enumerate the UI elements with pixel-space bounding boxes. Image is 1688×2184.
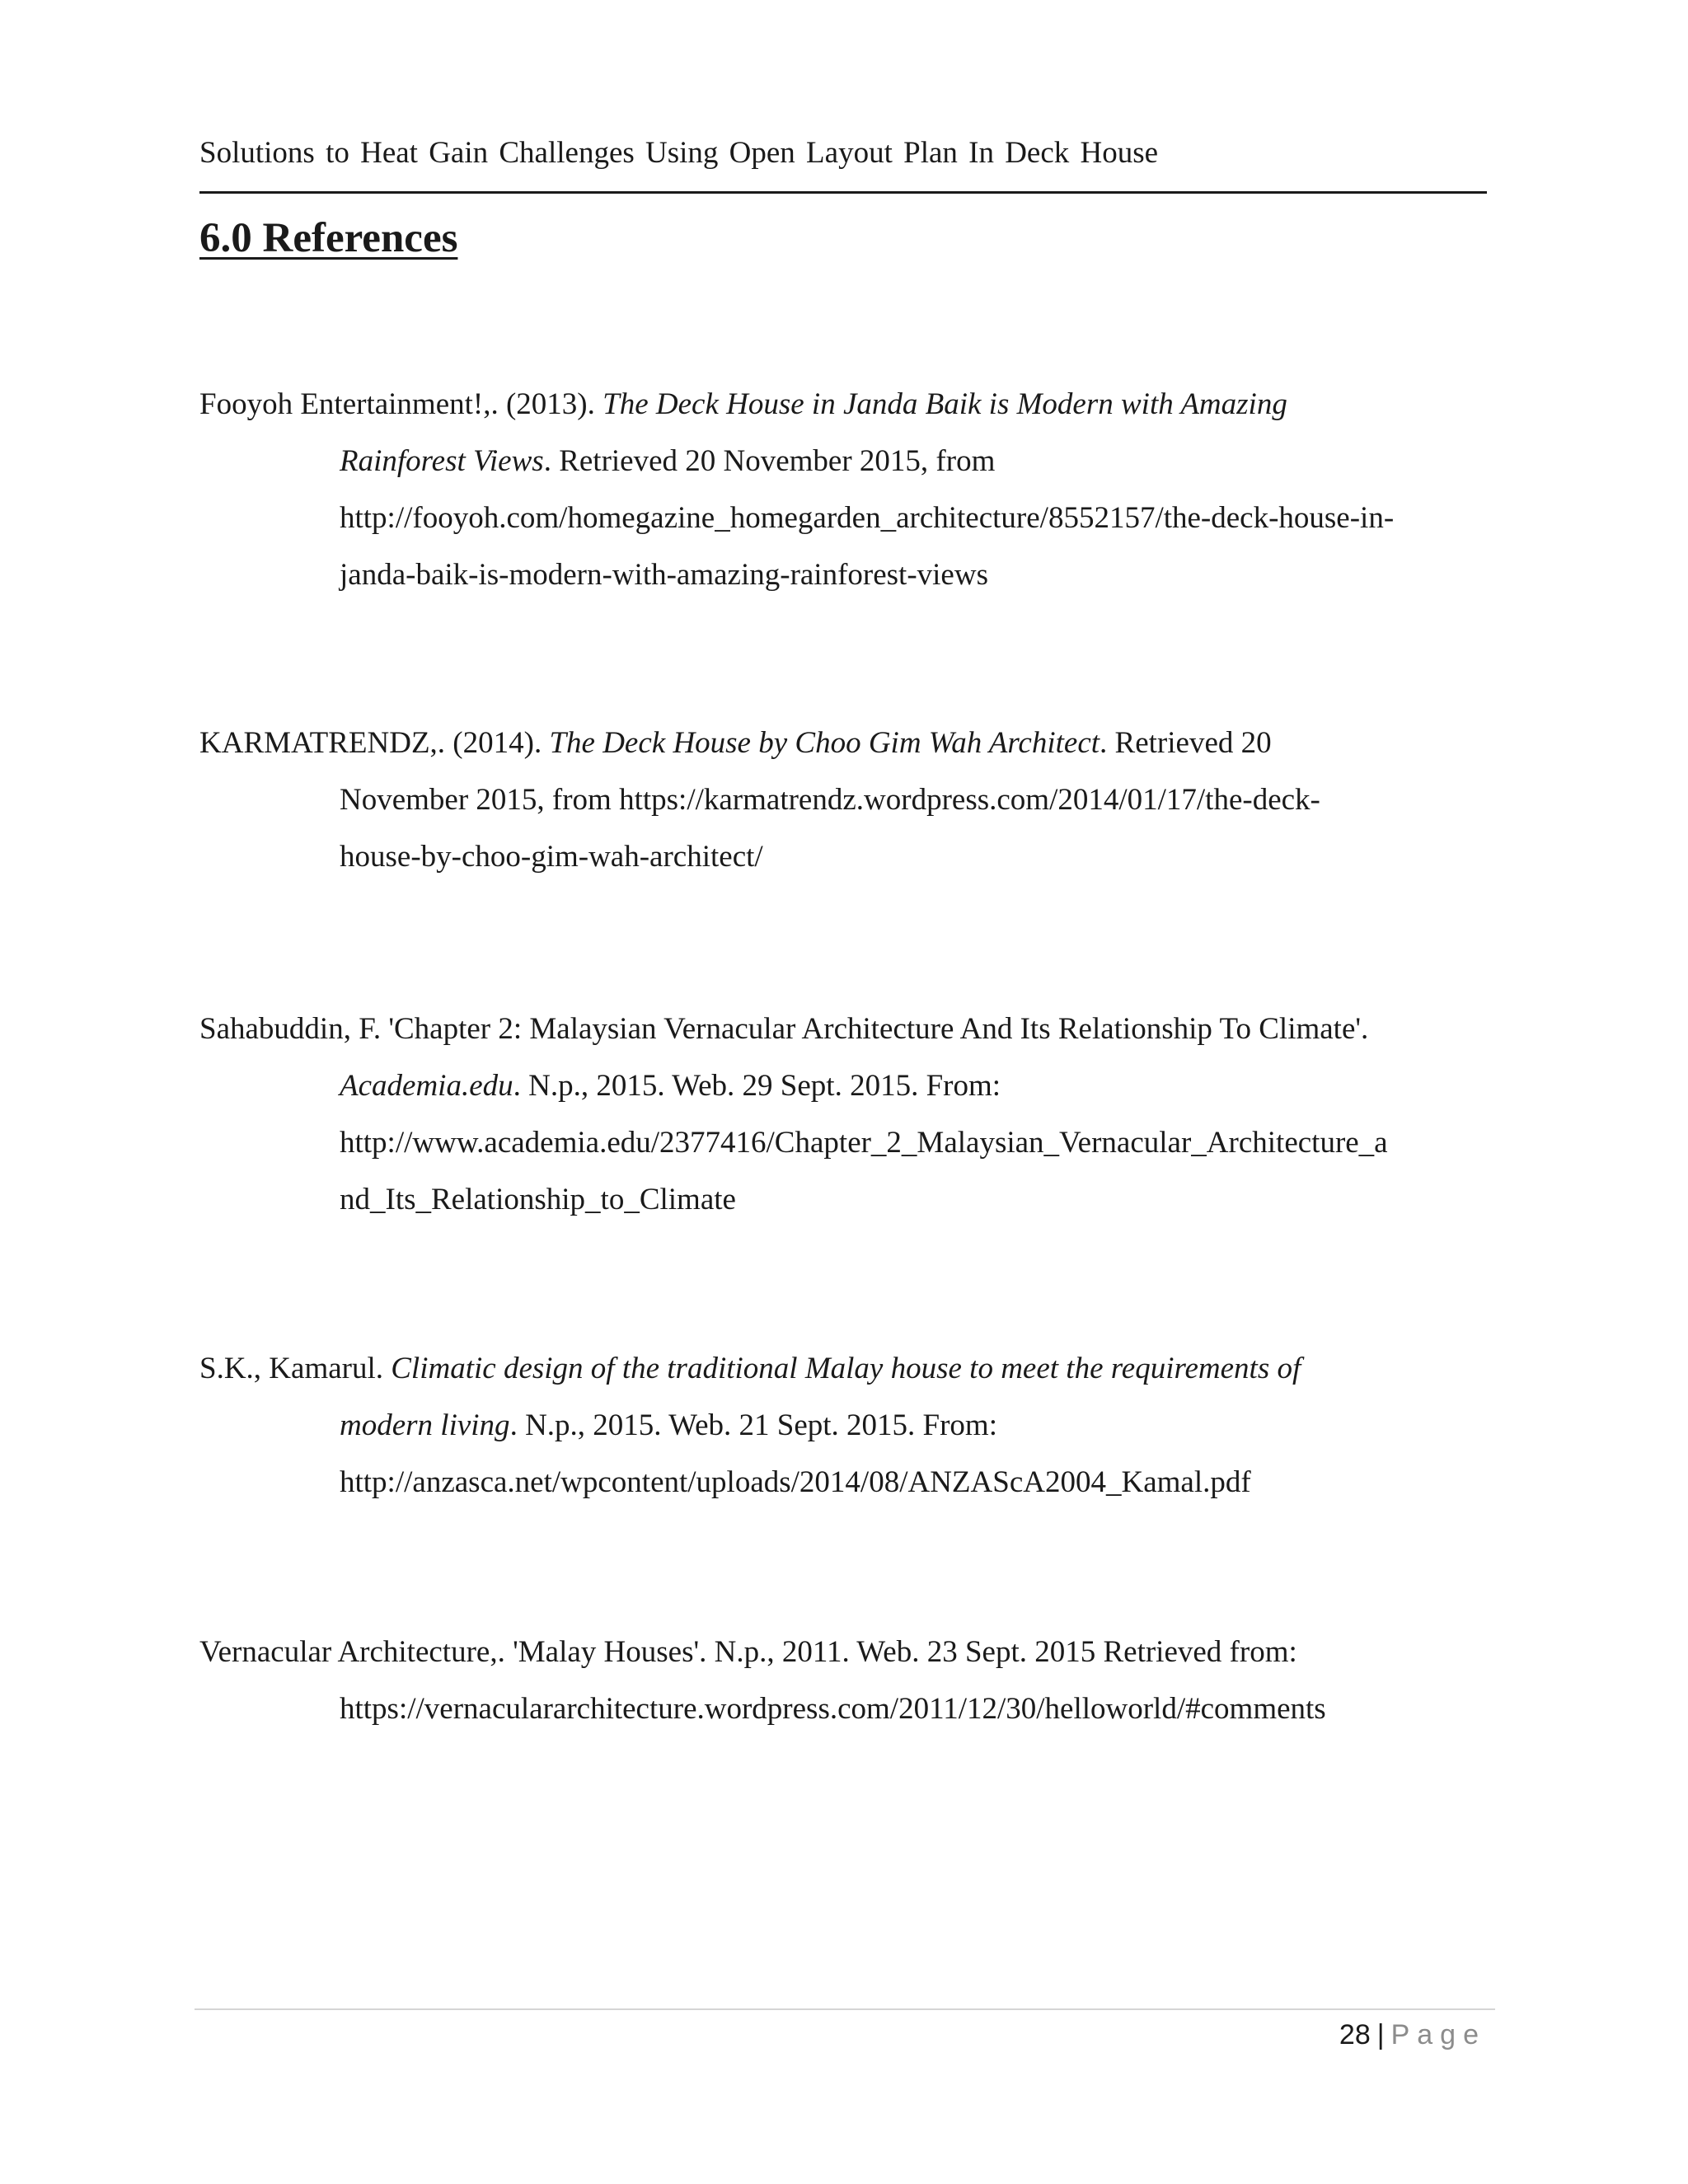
reference-title-continued: Rainforest Views: [340, 444, 544, 478]
footer-separator: |: [1376, 2019, 1385, 2050]
reference-title: Climatic design of the traditional Malay house to meet the requirements of: [391, 1352, 1301, 1385]
page-footer: [1339, 2014, 1486, 2055]
reference-url: http://www.academia.edu/2377416/Chapter_2_Malaysian_Vernacular_Architecture_a: [340, 1126, 1388, 1160]
section-heading: 6.0 References: [199, 215, 458, 261]
page-label: Page: [1390, 2019, 1486, 2050]
reference-author: S.K., Kamarul.: [199, 1352, 392, 1385]
header-divider: [199, 191, 1487, 194]
reference-author-date: KARMATRENDZ,. (2014).: [199, 726, 550, 760]
reference-author-title: Vernacular Architecture,. 'Malay Houses'. N.p., 2011. Web. 23 Sept. 2015 Retrieved from:: [199, 1635, 1297, 1669]
reference-entry: [199, 1001, 1485, 1228]
reference-line: [199, 1340, 1485, 1397]
reference-author-date: Fooyoh Entertainment!,. (2013).: [199, 387, 603, 421]
reference-entry: [199, 376, 1485, 603]
page-number: 28: [1339, 2019, 1371, 2050]
reference-title: The Deck House in Janda Baik is Modern with Amazing: [603, 387, 1287, 421]
reference-entry: [199, 715, 1485, 885]
running-header: Solutions to Heat Gain Challenges Using Open Layout Plan In Deck House: [199, 136, 1159, 170]
reference-line: [199, 1057, 1485, 1114]
reference-entry: [199, 1340, 1485, 1511]
reference-author-title: Sahabuddin, F. 'Chapter 2: Malaysian Vernacular Architecture And Its Relationship To Climate'.: [199, 1012, 1369, 1046]
reference-url: http://anzasca.net/wpcontent/uploads/2014/08/ANZAScA2004_Kamal.pdf: [340, 1465, 1251, 1499]
reference-url: http://fooyoh.com/homegazine_homegarden_architecture/8552157/the-deck-house-in-: [340, 501, 1395, 535]
reference-title-continued: modern living: [340, 1408, 510, 1442]
reference-retrieval: . Retrieved 20 November 2015, from: [543, 444, 996, 478]
reference-line: [199, 1397, 1485, 1454]
reference-line: [199, 376, 1485, 433]
reference-url-continued: janda-baik-is-modern-with-amazing-rainforest-views: [340, 558, 988, 592]
reference-retrieval: . N.p., 2015. Web. 21 Sept. 2015. From:: [509, 1408, 997, 1442]
footer-divider: [195, 2008, 1495, 2010]
reference-url-continued: nd_Its_Relationship_to_Climate: [340, 1183, 736, 1216]
reference-retrieval: . Retrieved 20: [1100, 726, 1272, 760]
reference-retrieval-continued: November 2015, from https://karmatrendz.wordpress.com/2014/01/17/the-deck-: [340, 783, 1320, 817]
reference-url-continued: house-by-choo-gim-wah-architect/: [340, 840, 763, 874]
reference-url: https://vernaculararchitecture.wordpress.com/2011/12/30/helloworld/#comments: [340, 1692, 1326, 1726]
reference-entry: [199, 1624, 1485, 1737]
reference-title: The Deck House by Choo Gim Wah Architect: [549, 726, 1100, 760]
reference-line: [199, 715, 1485, 771]
reference-source: Academia.edu: [340, 1069, 513, 1103]
reference-line: [199, 433, 1485, 490]
reference-retrieval: . N.p., 2015. Web. 29 Sept. 2015. From:: [513, 1069, 1001, 1103]
